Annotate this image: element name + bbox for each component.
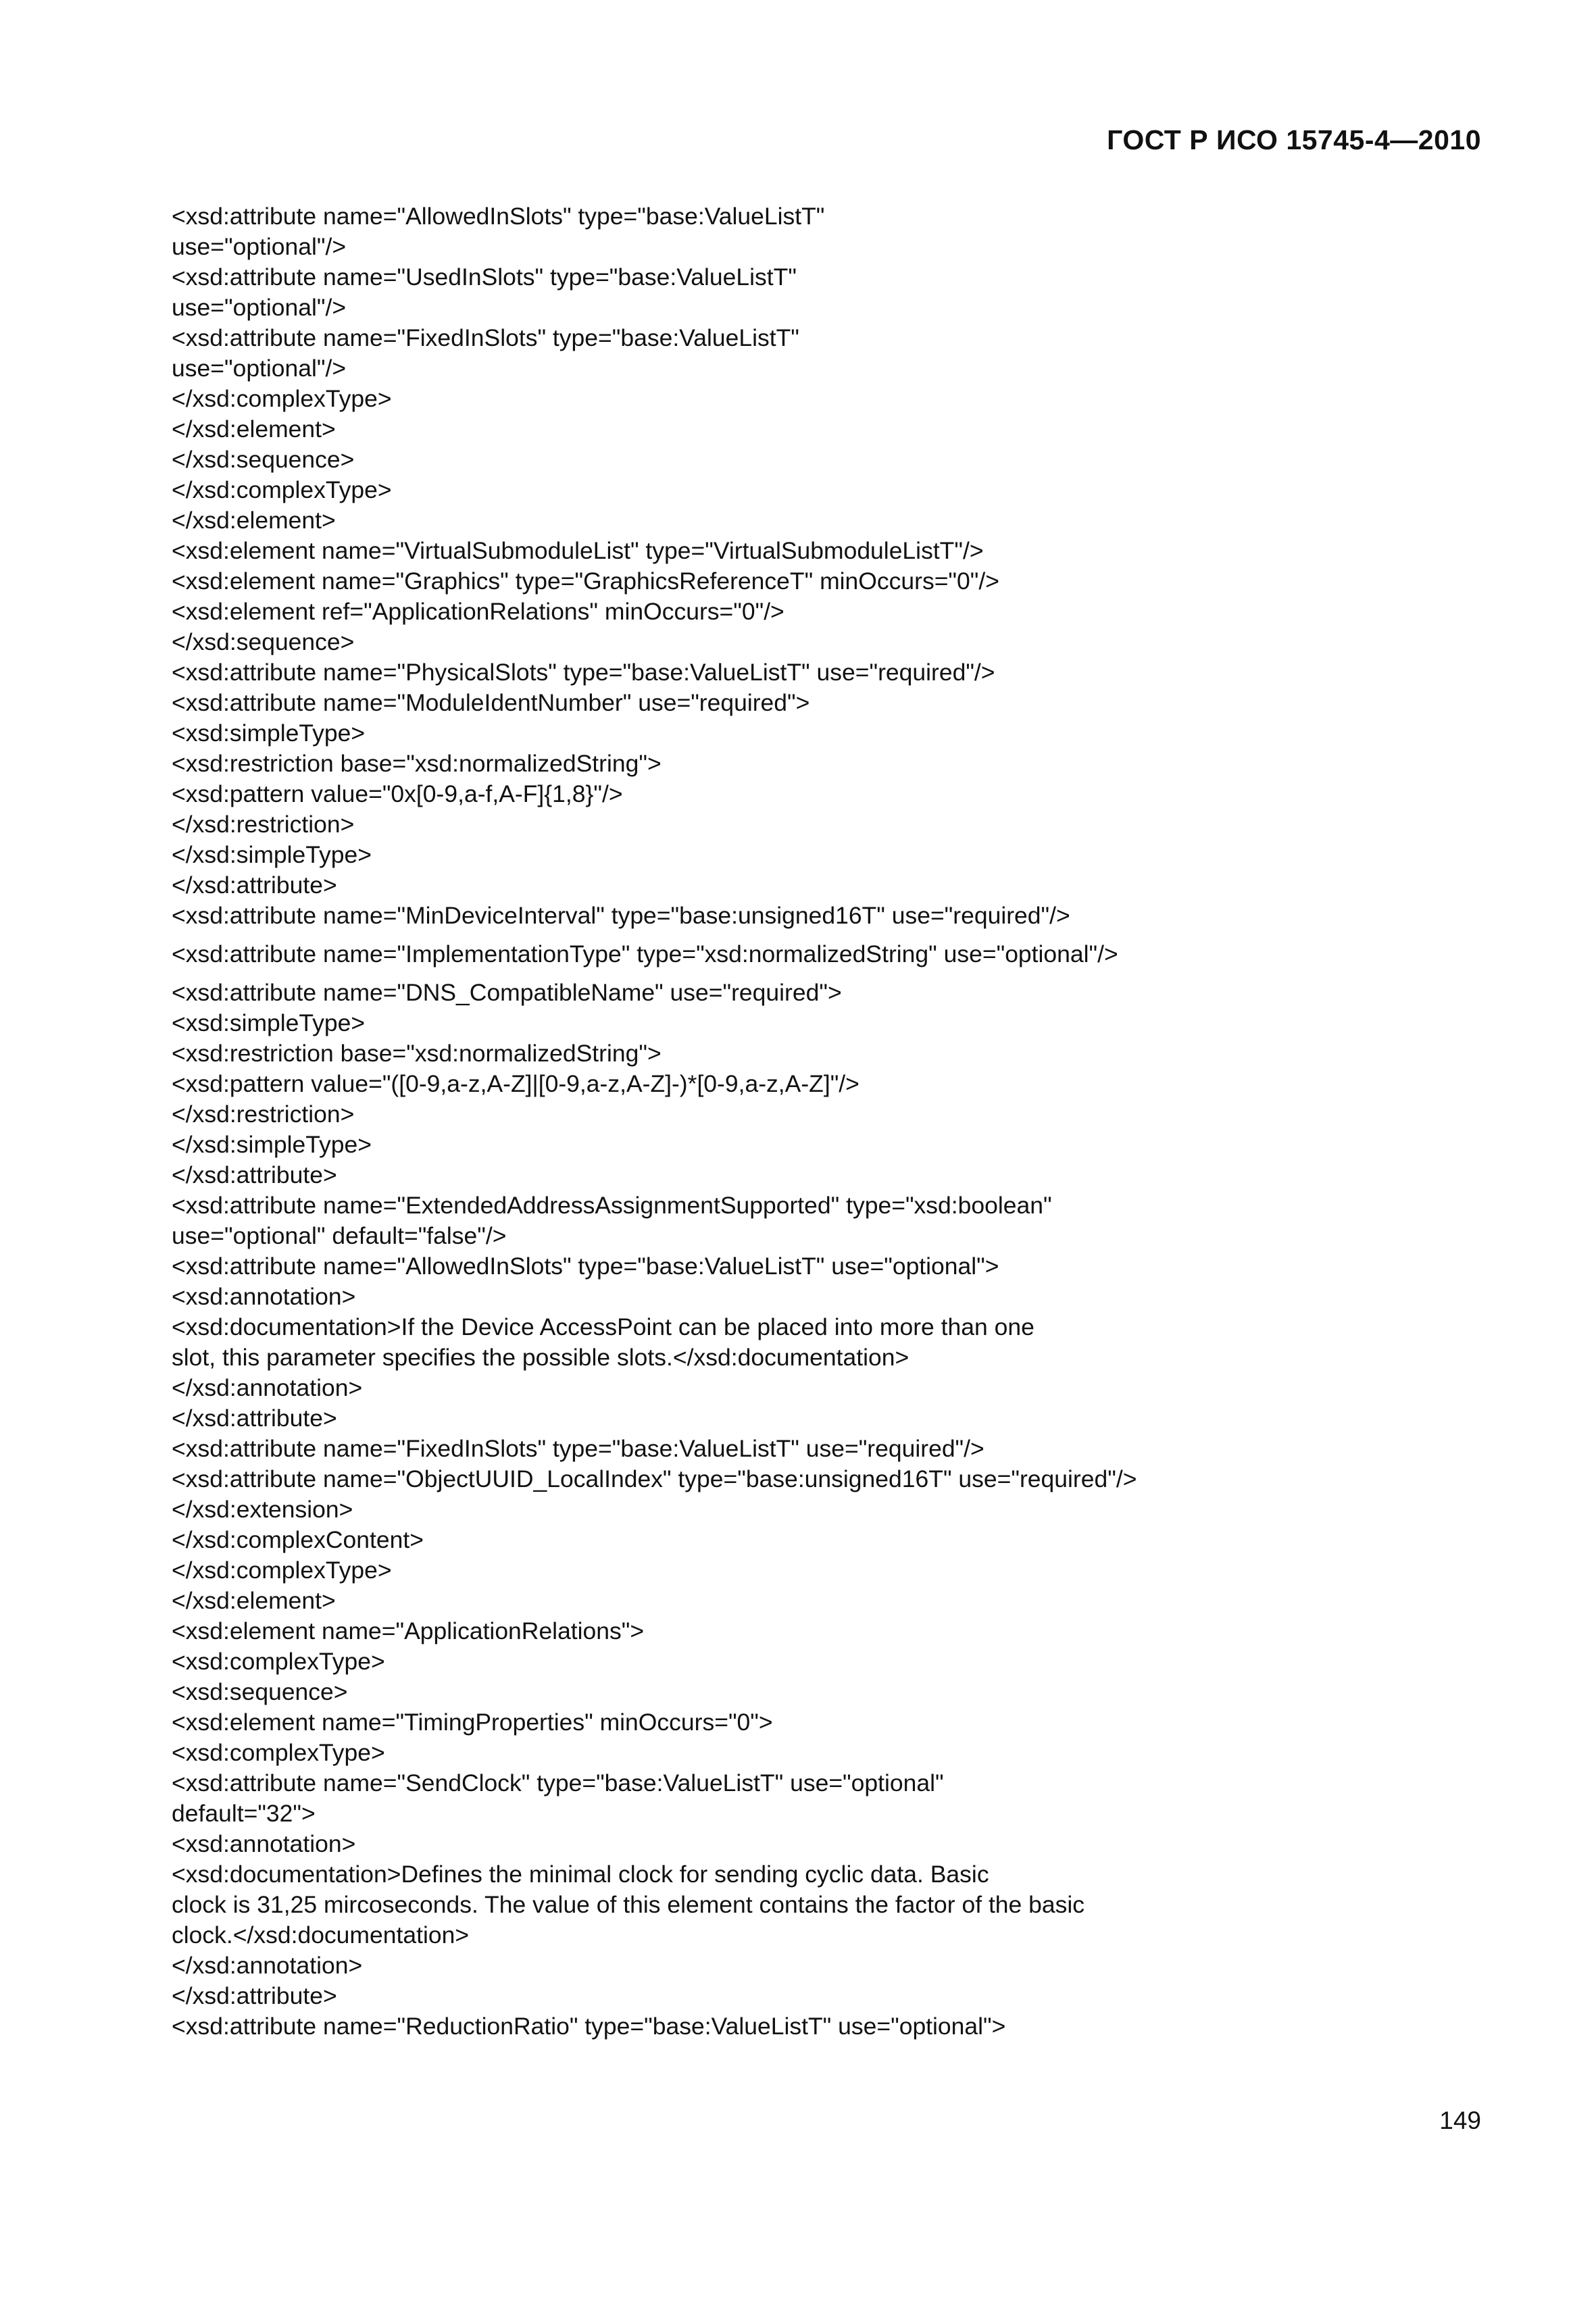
code-line: </xsd:complexContent> — [172, 1526, 424, 1553]
code-line: <xsd:element name="Graphics" type="GraphicsReferenceT" minOccurs="0"/> — [172, 568, 999, 595]
code-line: use="optional"/> — [172, 355, 347, 382]
code-line: <xsd:pattern value="0x[0-9,a-f,A-F]{1,8}"/> — [172, 780, 623, 807]
code-line: </xsd:sequence> — [172, 628, 355, 655]
code-line: <xsd:attribute name="SendClock" type="base:ValueListT" use="optional" — [172, 1769, 944, 1796]
code-line: </xsd:extension> — [172, 1496, 353, 1523]
code-line: <xsd:attribute name="MinDeviceInterval" type="base:unsigned16T" use="required"/> — [172, 902, 1070, 929]
code-line: <xsd:documentation>Defines the minimal clock for sending cyclic data. Basic — [172, 1861, 989, 1888]
code-line: </xsd:annotation> — [172, 1374, 363, 1401]
code-line: slot, this parameter specifies the possible slots.</xsd:documentation> — [172, 1344, 909, 1371]
code-line: </xsd:element> — [172, 416, 336, 443]
code-line: <xsd:element ref="ApplicationRelations" minOccurs="0"/> — [172, 598, 784, 625]
page-number: 149 — [1439, 2107, 1481, 2134]
page-header-standard: ГОСТ Р ИСО 15745-4—2010 — [1107, 124, 1481, 155]
code-line: </xsd:attribute> — [172, 1161, 337, 1188]
code-line: use="optional" default="false"/> — [172, 1222, 507, 1249]
code-line: <xsd:attribute name="AllowedInSlots" type="base:ValueListT" — [172, 203, 825, 230]
code-line: <xsd:attribute name="FixedInSlots" type="base:ValueListT" use="required"/> — [172, 1435, 984, 1462]
code-line: <xsd:attribute name="ImplementationType" type="xsd:normalizedString" use="optional"/> — [172, 940, 1118, 967]
code-line: </xsd:restriction> — [172, 1101, 355, 1128]
code-line: <xsd:sequence> — [172, 1678, 348, 1705]
code-line: <xsd:attribute name="PhysicalSlots" type="base:ValueListT" use="required"/> — [172, 659, 995, 686]
code-line: </xsd:restriction> — [172, 811, 355, 838]
code-line: <xsd:simpleType> — [172, 1009, 366, 1036]
code-line: default="32"> — [172, 1800, 316, 1827]
code-line: </xsd:complexType> — [172, 476, 392, 503]
code-line: <xsd:attribute name="AllowedInSlots" type="base:ValueListT" use="optional"> — [172, 1253, 999, 1280]
code-line: <xsd:element name="TimingProperties" minOccurs="0"> — [172, 1709, 773, 1736]
code-line: </xsd:element> — [172, 507, 336, 534]
code-line: use="optional"/> — [172, 233, 347, 260]
code-line: use="optional"/> — [172, 294, 347, 321]
code-line: <xsd:annotation> — [172, 1283, 356, 1310]
code-line: <xsd:complexType> — [172, 1648, 385, 1675]
code-line: <xsd:attribute name="UsedInSlots" type="base:ValueListT" — [172, 263, 797, 291]
code-line: </xsd:complexType> — [172, 1557, 392, 1584]
code-line: </xsd:simpleType> — [172, 841, 372, 868]
code-line: </xsd:attribute> — [172, 1982, 337, 2009]
code-line: </xsd:simpleType> — [172, 1131, 372, 1158]
code-line: <xsd:restriction base="xsd:normalizedString"> — [172, 750, 662, 777]
code-line: </xsd:sequence> — [172, 446, 355, 473]
code-line: </xsd:element> — [172, 1587, 336, 1614]
code-line: <xsd:annotation> — [172, 1830, 356, 1857]
code-line: <xsd:documentation>If the Device AccessPoint can be placed into more than one — [172, 1313, 1034, 1340]
code-line: clock.</xsd:documentation> — [172, 1921, 470, 1948]
code-line: </xsd:annotation> — [172, 1952, 363, 1979]
code-line: clock is 31,25 mircoseconds. The value of this element contains the factor of the basic — [172, 1891, 1085, 1918]
code-line: <xsd:attribute name="DNS_CompatibleName" use="required"> — [172, 979, 842, 1006]
code-listing — [172, 201, 1455, 2042]
code-line: <xsd:attribute name="ExtendedAddressAssignmentSupported" type="xsd:boolean" — [172, 1192, 1052, 1219]
code-line: <xsd:attribute name="ModuleIdentNumber" use="required"> — [172, 689, 810, 716]
code-line: <xsd:attribute name="FixedInSlots" type="base:ValueListT" — [172, 324, 799, 351]
code-line: <xsd:pattern value="([0-9,a-z,A-Z]|[0-9,a-z,A-Z]-)*[0-9,a-z,A-Z]"/> — [172, 1070, 859, 1097]
code-line: <xsd:restriction base="xsd:normalizedString"> — [172, 1040, 662, 1067]
code-line: <xsd:simpleType> — [172, 720, 366, 747]
code-line: </xsd:attribute> — [172, 872, 337, 899]
code-line: </xsd:complexType> — [172, 385, 392, 412]
code-line: <xsd:attribute name="ObjectUUID_LocalIndex" type="base:unsigned16T" use="required"/> — [172, 1465, 1137, 1492]
code-line: <xsd:complexType> — [172, 1739, 385, 1766]
code-line: <xsd:attribute name="ReductionRatio" type="base:ValueListT" use="optional"> — [172, 2013, 1006, 2040]
code-line: <xsd:element name="ApplicationRelations"> — [172, 1617, 645, 1644]
code-line: </xsd:attribute> — [172, 1405, 337, 1432]
code-line: <xsd:element name="VirtualSubmoduleList" type="VirtualSubmoduleListT"/> — [172, 537, 984, 564]
